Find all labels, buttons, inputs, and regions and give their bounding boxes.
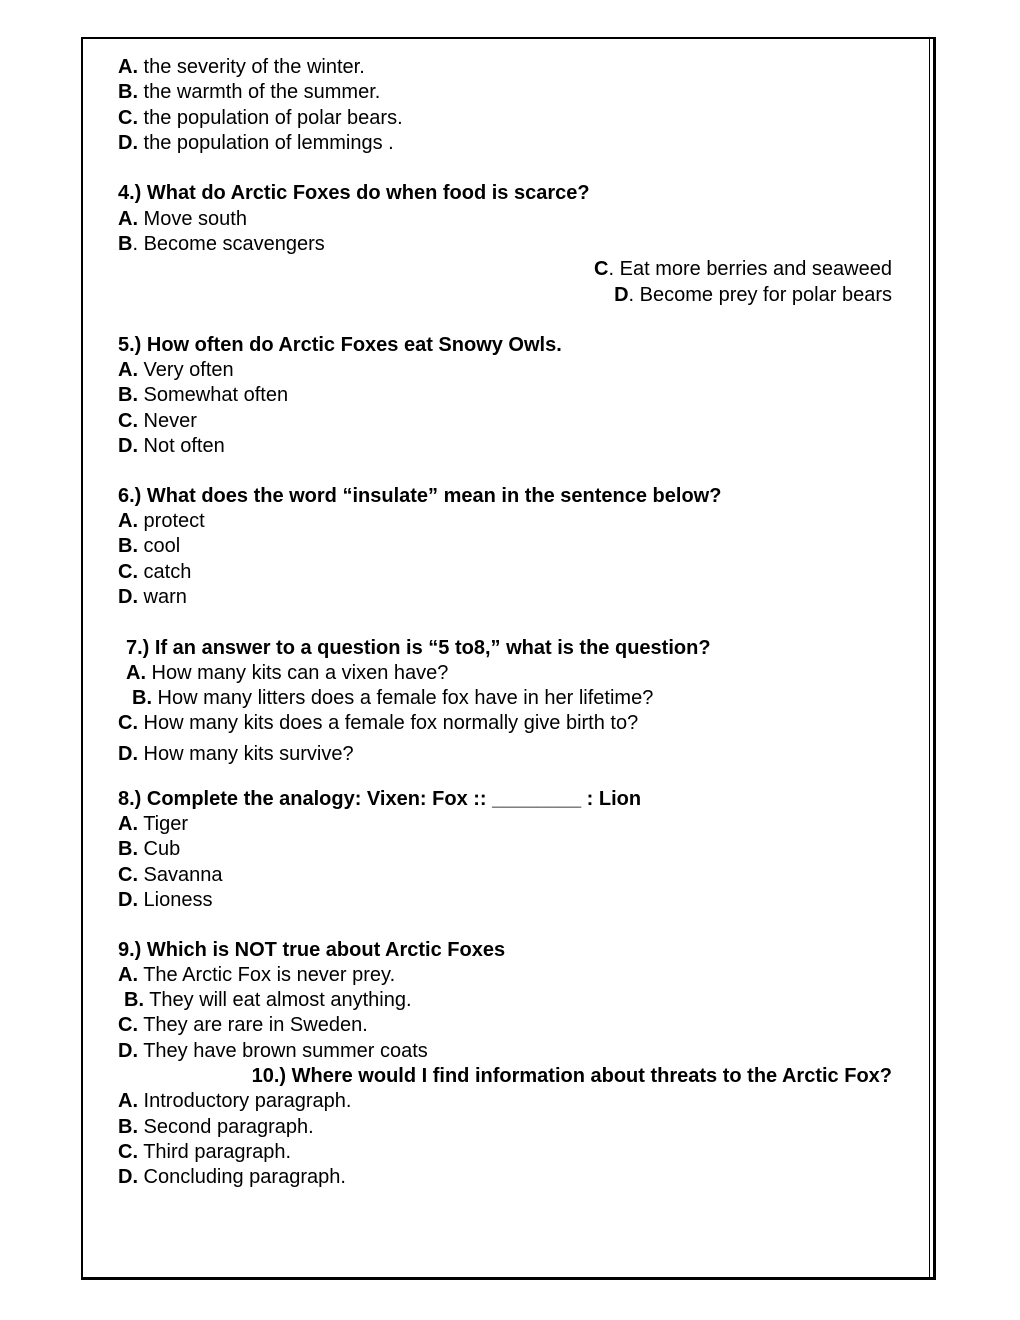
option-letter: C. [118, 1014, 138, 1036]
q3-option-d [118, 131, 394, 155]
option-letter: C. [118, 561, 138, 583]
option-text: How many kits does a female fox normally give birth to? [138, 712, 639, 734]
option-text: Concluding paragraph. [138, 1166, 346, 1188]
option-letter: D. [118, 586, 138, 608]
q9-option-a [118, 963, 395, 987]
option-text: Never [138, 410, 197, 432]
option-letter: B. [118, 535, 138, 557]
q8-option-d [118, 888, 213, 912]
option-text: Cub [138, 838, 181, 860]
q5-option-d [118, 434, 225, 458]
option-letter: A. [118, 813, 138, 835]
q9-option-b [124, 988, 412, 1012]
q7-option-d [118, 742, 354, 766]
q8-option-c [118, 863, 223, 887]
q7-option-a [126, 661, 448, 685]
q8-option-a [118, 812, 188, 836]
q7-question: 7.) If an answer to a question is “5 to8,” what is the question? [126, 637, 711, 659]
q10-option-d [118, 1165, 346, 1189]
q4-option-c [594, 257, 892, 281]
q5-option-c [118, 409, 197, 433]
q5-option-a [118, 358, 234, 382]
option-text: How many kits survive? [138, 743, 354, 765]
option-text: Somewhat often [138, 384, 289, 406]
option-text: the population of lemmings . [138, 132, 394, 154]
option-letter: B [118, 233, 133, 255]
option-letter: D. [118, 1040, 138, 1062]
option-text: the severity of the winter. [138, 56, 365, 78]
q9-question: 9.) Which is NOT true about Arctic Foxes [118, 939, 506, 961]
option-letter: C. [118, 410, 138, 432]
option-letter: B. [132, 687, 152, 709]
q5-question: 5.) How often do Arctic Foxes eat Snowy Owls. [118, 334, 562, 356]
option-letter: C. [118, 107, 138, 129]
option-text: Move south [138, 208, 247, 230]
option-text: . Become prey for polar bears [628, 284, 892, 306]
option-letter: D. [118, 743, 138, 765]
q9-option-c [118, 1013, 368, 1037]
option-text: Not often [138, 435, 225, 457]
q8-option-b [118, 837, 180, 861]
q3-option-c [118, 106, 403, 130]
option-text: cool [138, 535, 181, 557]
option-letter: D. [118, 132, 138, 154]
option-text: Very often [138, 359, 234, 381]
option-text: How many kits can a vixen have? [146, 662, 449, 684]
option-text: They will eat almost anything. [144, 989, 412, 1011]
option-text: Introductory paragraph. [138, 1090, 352, 1112]
option-text: They have brown summer coats [138, 1040, 428, 1062]
q8-question: 8.) Complete the analogy: Vixen: Fox :: ________ : Lion [118, 788, 642, 810]
option-text: protect [138, 510, 205, 532]
option-letter: D. [118, 1166, 138, 1188]
q10-question: 10.) Where would I find information about threats to the Arctic Fox? [251, 1065, 892, 1087]
option-letter: C. [118, 1141, 138, 1163]
option-text: Lioness [138, 889, 213, 911]
q6-option-c [118, 560, 191, 584]
option-text: Tiger [138, 813, 189, 835]
option-letter: A. [118, 208, 138, 230]
option-text: the warmth of the summer. [138, 81, 381, 103]
option-text: They are rare in Sweden. [138, 1014, 368, 1036]
option-text: catch [138, 561, 192, 583]
option-letter: A. [118, 510, 138, 532]
option-letter: D. [118, 889, 138, 911]
option-letter: C. [118, 864, 138, 886]
q10-option-c [118, 1140, 291, 1164]
option-text: the population of polar bears. [138, 107, 403, 129]
option-letter: B. [118, 838, 138, 860]
option-letter: B. [124, 989, 144, 1011]
option-text: Second paragraph. [138, 1116, 314, 1138]
option-letter: A. [126, 662, 146, 684]
q9-option-d [118, 1039, 428, 1063]
option-text: warn [138, 586, 187, 608]
q6-option-a [118, 509, 205, 533]
q10-option-b [118, 1115, 314, 1139]
option-text: Savanna [138, 864, 223, 886]
q4-question: 4.) What do Arctic Foxes do when food is scarce? [118, 182, 590, 204]
q5-option-b [118, 383, 288, 407]
q4-option-d [614, 283, 892, 307]
option-letter: C. [118, 712, 138, 734]
option-text: . Eat more berries and seaweed [608, 258, 892, 280]
option-text: How many litters does a female fox have in her lifetime? [152, 687, 654, 709]
option-letter: A. [118, 1090, 138, 1112]
q4-option-a [118, 207, 247, 231]
option-letter: B. [118, 1116, 138, 1138]
option-text: Third paragraph. [138, 1141, 292, 1163]
q6-option-b [118, 534, 180, 558]
q6-option-d [118, 585, 187, 609]
option-letter: A. [118, 56, 138, 78]
option-letter: A. [118, 964, 138, 986]
option-letter: C [594, 258, 609, 280]
q3-option-a [118, 55, 365, 79]
q6-question: 6.) What does the word “insulate” mean in the sentence below? [118, 485, 722, 507]
option-letter: A. [118, 359, 138, 381]
q3-option-b [118, 80, 380, 104]
option-text: . Become scavengers [132, 233, 325, 255]
option-letter: D. [118, 435, 138, 457]
q7-option-b [132, 686, 653, 710]
option-letter: B. [118, 81, 138, 103]
q7-option-c [118, 711, 638, 735]
option-text: The Arctic Fox is never prey. [138, 964, 396, 986]
option-letter: D [614, 284, 629, 306]
option-letter: B. [118, 384, 138, 406]
q4-option-b [118, 232, 325, 256]
q10-option-a [118, 1089, 351, 1113]
